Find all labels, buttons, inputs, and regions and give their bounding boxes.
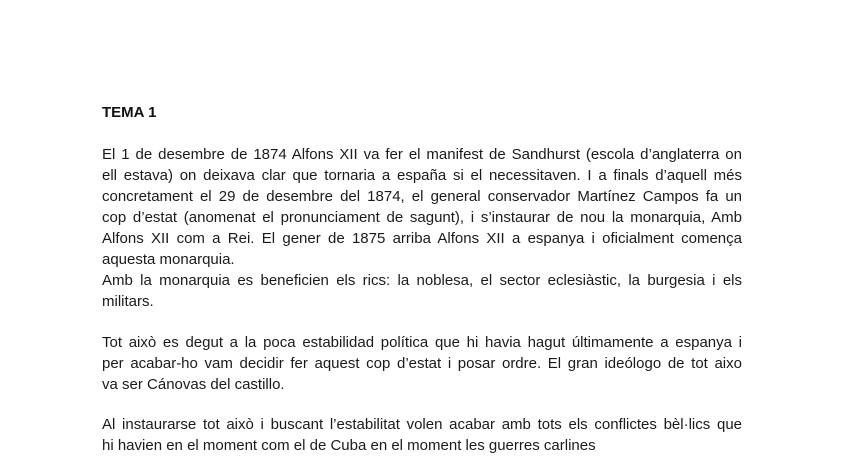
text-line: El 1 de desembre de 1874 Alfons XII va fer el manifest de Sandhurst (escola d’anglaterra on (102, 146, 742, 163)
text-line: Al instaurarse tot això i buscant l’estabilitat volen acabar amb tots els conflictes bèl·lics que (102, 416, 742, 433)
paragraph-beneficiaries (102, 270, 742, 312)
text-line: Amb la monarquia es beneficien els rics: la noblesa, el sector eclesiàstic, la burgesia i els (102, 272, 742, 289)
paragraph-conflicts (102, 414, 742, 456)
paragraph-stability (102, 332, 742, 395)
text-line: concretament el 29 de desembre del 1874, el general conservador Martínez Campos fa un (102, 188, 742, 205)
text-line: Tot això es degut a la poca estabilidad política que hi havia hagut últimamente a espanya i (102, 334, 742, 351)
text-line: va ser Cánovas del castillo. (102, 376, 285, 393)
text-line: aquesta monarquia. (102, 251, 235, 268)
text-line: ell estava) on deixava clar que tornaria a españa si el necessitaven. I a finals d’aquell més (102, 167, 742, 184)
text-line: cop d’estat (anomenat el pronunciament de sagunt), i s’instaurar de nou la monarquia, Amb (102, 209, 742, 226)
text-line: hi havien en el moment com el de Cuba en el moment les guerres carlines (102, 437, 596, 454)
text-line: per acabar-ho vam decidir fer aquest cop d’estat i posar ordre. El gran ideólogo de tot aixo (102, 355, 742, 372)
document-heading: TEMA 1 (102, 104, 157, 121)
text-line: Alfons XII com a Rei. El gener de 1875 arriba Alfons XII a espanya i oficialment comença (102, 230, 742, 247)
paragraph-alfons-manifest (102, 144, 742, 270)
text-line: militars. (102, 293, 154, 310)
